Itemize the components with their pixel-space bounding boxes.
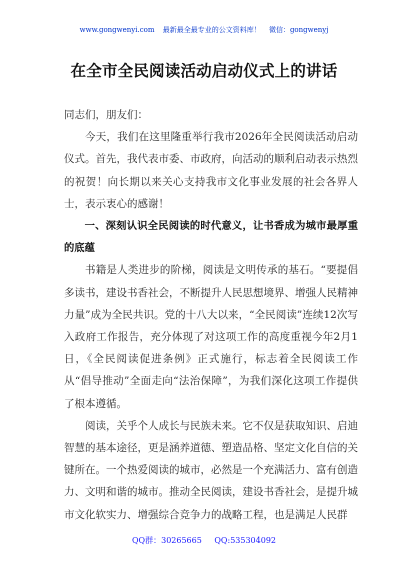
greeting: 同志们，朋友们： — [64, 109, 148, 121]
qq-text: QQ:535304092 — [214, 536, 276, 545]
body-paragraph: 阅读，关乎个人成长与民族未来。它不仅是获取知识、启迪智慧的基本途径，更是涵养道德、塑造品格、坚定文化自信的关键所在。一个热爱阅读的城市，必然是一个充满活力、富有创造力、文明和谐的城市。推动全民阅读，建设书香社会，是提升城市文化软实力、增强综合竞争力的战略工程，也是满足人民群 — [64, 419, 358, 521]
opening-paragraph: 今天，我们在这里隆重举行我市2026年全民阅读活动启动仪式。首先，我代表市委、市政府，向活动的顺利启动表示热烈的祝贺！向长期以来关心支持我市文化事业发展的社会各界人士，表示衷心的感谢！ — [64, 131, 358, 210]
bottom-banner — [0, 536, 408, 546]
wechat-text: 微信：gongwenyj — [268, 26, 329, 34]
section-heading: 一、深刻认识全民阅读的时代意义，让书香成为城市最厚重的底蕴 — [64, 220, 358, 255]
document-title: 在全市全民阅读活动启动仪式上的讲话 — [70, 61, 338, 80]
slogan-text: 最新最全最专业的公文资料库！ — [162, 26, 261, 34]
body-paragraph: 书籍是人类进步的阶梯，阅读是文明传承的基石。“要提倡多读书，建设书香社会，不断提升人民思想境界、增强人民精神力量”成为全民共识。党的十八大以来，“全民阅读”连续12次写入政府工作报告，充分体现了对这项工作的高度重视今年2月1日，《全民阅读促进条例》正式施行，标志着全民阅读工作从“倡导推动”全面走向“法治保障”，为我们深化这项工作提供了根本遵循。 — [64, 264, 358, 410]
document-body — [64, 104, 358, 526]
website-link[interactable]: www.gongwenyi.com — [79, 26, 155, 34]
top-banner — [0, 26, 408, 35]
qq-group-text: QQ群：30265665 — [131, 536, 202, 545]
